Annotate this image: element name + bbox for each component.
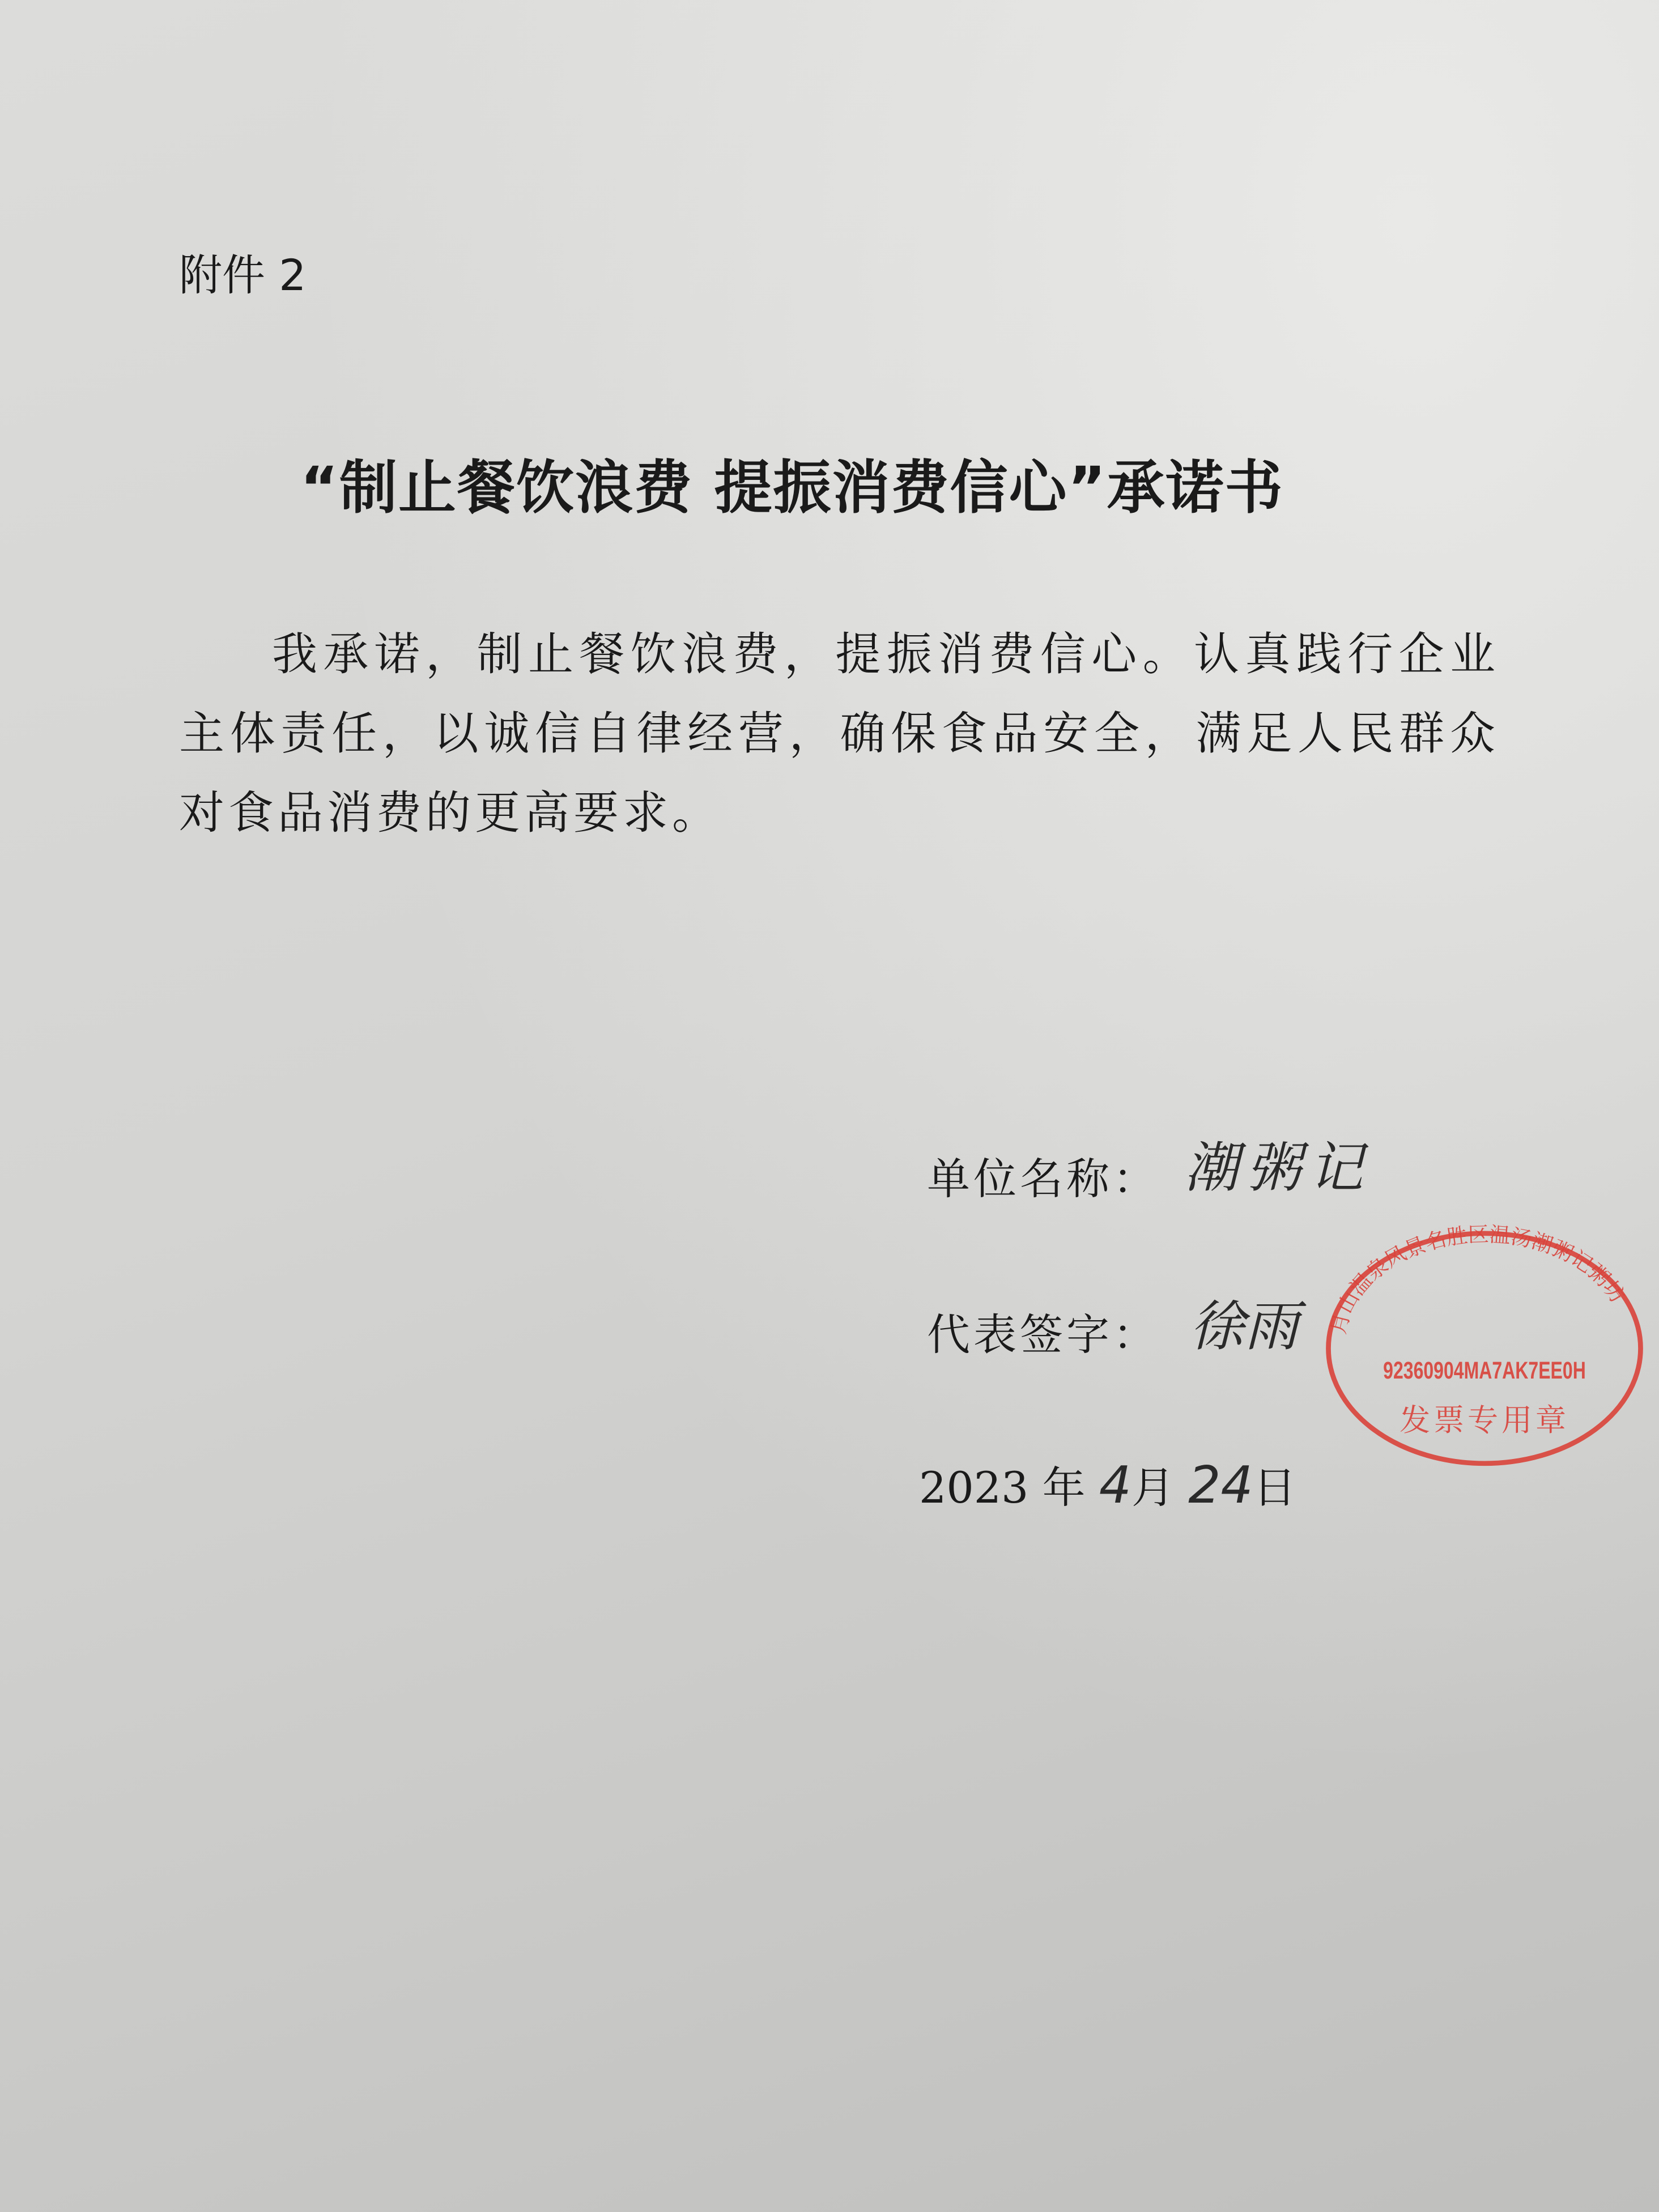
date-month-suffix: 月 (1131, 1462, 1189, 1513)
seal-center-text: 发票专用章 (1399, 1402, 1569, 1438)
unit-name-label: 单位名称： (927, 1154, 1159, 1204)
seal-ring-text: 月山温泉风景名胜区温汤潮粥记粥坊 (1325, 1222, 1630, 1337)
commitment-paragraph: 我承诺，制止餐饮浪费，提振消费信心。认真践行企业主体责任，以诚信自律经营，确保食品安全，满足人民群众对食品消费的更高要求。 (179, 628, 1499, 839)
date-day: 24 (1188, 1456, 1253, 1515)
date-year-suffix: 年 (1028, 1462, 1099, 1513)
date-month: 4 (1099, 1456, 1132, 1515)
date-day-suffix: 日 (1253, 1462, 1296, 1513)
representative-signature: 徐雨 (1190, 1295, 1299, 1358)
official-seal (1320, 1218, 1649, 1473)
representative-signature-label: 代表签字： (927, 1309, 1159, 1360)
seal-code: 92360904MA7AK7EE0H (1383, 1357, 1586, 1384)
signing-date (919, 1453, 1296, 1515)
unit-name-handwritten: 潮粥记 (1184, 1136, 1371, 1199)
date-year: 2023 (919, 1462, 1029, 1513)
document-title: “制止餐饮浪费 提振消费信心”承诺书 (300, 454, 1284, 522)
attachment-label: 附件 2 (179, 250, 307, 300)
